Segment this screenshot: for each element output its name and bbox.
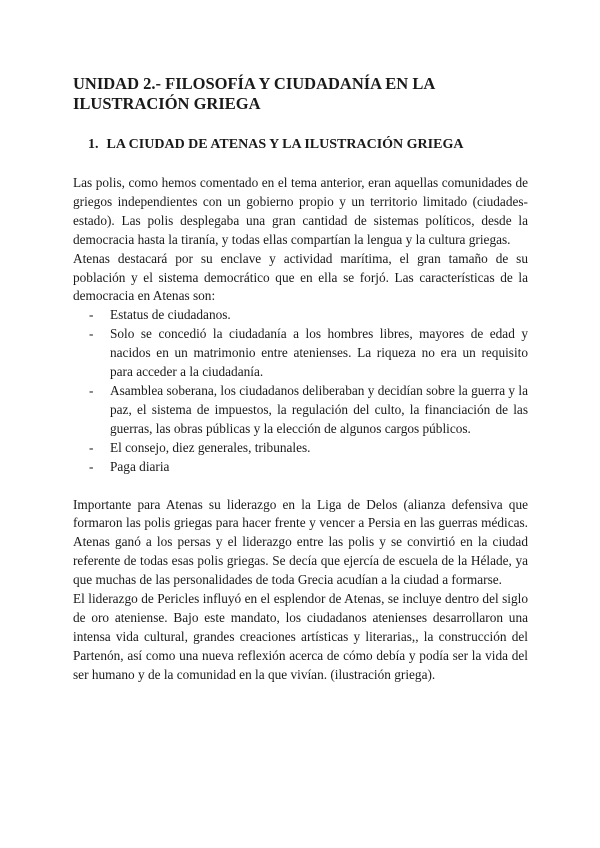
list-item: - Asamblea soberana, los ciudadanos deliberaban y decidían sobre la guerra y la paz, el sistema de impuestos, la regulación del culto, la financiación de las guerras, las obras públicas y la elección de algunos cargos públicos. xyxy=(89,382,528,436)
paragraph-liga-delos: Importante para Atenas su liderazgo en la Liga de Delos (alianza defensiva que formaron las polis griegas para hacer frente y vencer a Persia en las guerras médicas. Atenas ganó a los persas y el liderazgo entre las polis y se convirtió en la ciudad referente de todas esas polis griegas. Se decía que ejercía de escuela de la Hélade, ya que muchas de las personalidades de toda Grecia acudían a la ciudad a formarse. xyxy=(73,496,528,588)
bullet-dash: - xyxy=(89,326,94,342)
paragraph-atenas: Atenas destacará por su enclave y actividad marítima, el gran tamaño de su población y el sistema democrático que en ella se forjó. Las características de la democracia en Atenas son: xyxy=(73,250,528,304)
bullet-dash: - xyxy=(89,439,94,455)
list-item: - Paga diaria xyxy=(110,458,528,477)
list-item: - Estatus de ciudadanos. xyxy=(110,306,528,325)
section-heading xyxy=(88,136,548,154)
document-body xyxy=(73,174,528,685)
paragraph-pericles: El liderazgo de Pericles influyó en el esplendor de Atenas, se incluye dentro del siglo de oro ateniense. Bajo este mandato, los ciudadanos atenienses desarrollaron una intensa vida cultural, grandes creaciones artísticas y literarias,, la construcción del Partenón, así como una nueva reflexión acerca de cómo debía y podía ser la vida del ser humano y de la comunidad en la que vivían. (ilustración griega). xyxy=(73,591,528,682)
spacer xyxy=(73,477,528,496)
unit-title: UNIDAD 2.- FILOSOFÍA Y CIUDADANÍA EN LA ILUSTRACIÓN GRIEGA xyxy=(73,74,435,113)
paragraph-polis: Las polis, como hemos comentado en el tema anterior, eran aquellas comunidades de griegos independientes con un gobierno propio y un territorio limitado (ciudades-estado). Las polis desplegaba una gran cantidad de sistemas políticos, desde la democracia hasta la tiranía, y todas ellas compartían la lengua y la cultura griegas. xyxy=(73,175,528,247)
list-item: - El consejo, diez generales, tribunales. xyxy=(110,439,528,458)
democracy-features-list xyxy=(73,306,528,476)
bullet-dash: - xyxy=(89,458,94,474)
bullet-dash: - xyxy=(89,307,94,323)
section-number: 1. xyxy=(88,137,99,152)
list-item: - Solo se concedió la ciudadanía a los hombres libres, mayores de edad y nacidos en un matrimonio entre atenienses. La riqueza no era un requisito para acceder a la ciudadanía. xyxy=(89,326,528,380)
section-title: LA CIUDAD DE ATENAS Y LA ILUSTRACIÓN GRIEGA xyxy=(106,137,464,152)
bullet-dash: - xyxy=(89,382,94,398)
